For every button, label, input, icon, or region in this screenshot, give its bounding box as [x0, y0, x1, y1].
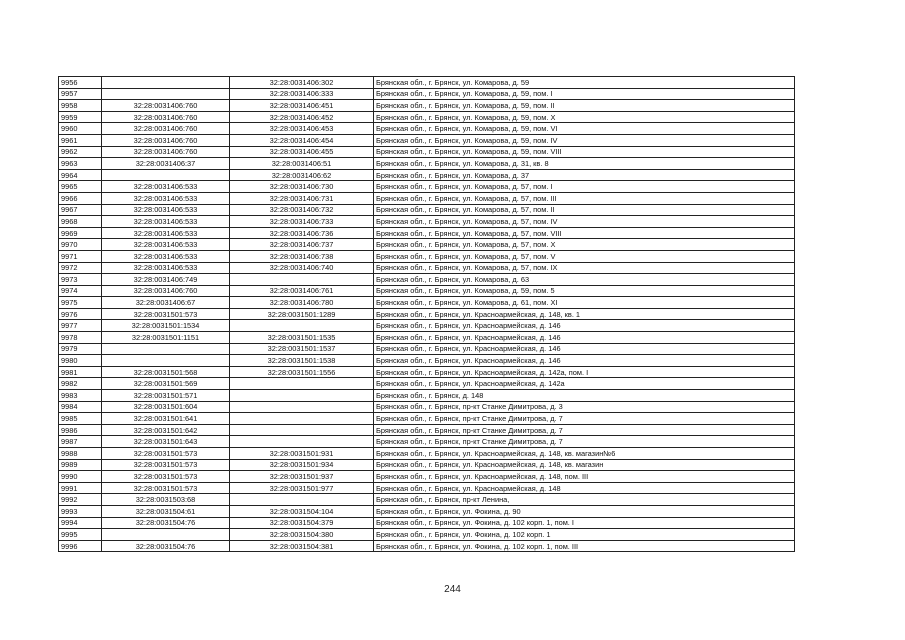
table-row: [59, 529, 795, 541]
address-cell: Брянская обл., г. Брянск, ул. Красноармейская, д. 148, кв. 1: [374, 308, 795, 320]
table-row: [59, 285, 795, 297]
table-row: [59, 505, 795, 517]
parcel-cadastral-number-cell: 32:28:0031406:67: [102, 297, 230, 309]
row-number-cell: 9966: [59, 192, 102, 204]
address-cell: Брянская обл., г. Брянск, ул. Комарова, д. 57, пом. VIII: [374, 227, 795, 239]
object-cadastral-number-cell: 32:28:0031406:740: [230, 262, 374, 274]
object-cadastral-number-cell: 32:28:0031406:736: [230, 227, 374, 239]
address-cell: Брянская обл., г. Брянск, ул. Красноармейская, д. 148, кв. магазин№6: [374, 448, 795, 460]
object-cadastral-number-cell: 32:28:0031406:761: [230, 285, 374, 297]
row-number-cell: 9973: [59, 274, 102, 286]
table-row: [59, 146, 795, 158]
parcel-cadastral-number-cell: [102, 88, 230, 100]
row-number-cell: 9994: [59, 517, 102, 529]
table-row: [59, 274, 795, 286]
parcel-cadastral-number-cell: 32:28:0031406:760: [102, 123, 230, 135]
address-cell: Брянская обл., г. Брянск, пр-кт Станке Димитрова, д. 7: [374, 436, 795, 448]
table-row: [59, 123, 795, 135]
parcel-cadastral-number-cell: 32:28:0031501:573: [102, 482, 230, 494]
object-cadastral-number-cell: 32:28:0031406:51: [230, 158, 374, 170]
parcel-cadastral-number-cell: 32:28:0031406:760: [102, 100, 230, 112]
object-cadastral-number-cell: 32:28:0031504:380: [230, 529, 374, 541]
address-cell: Брянская обл., г. Брянск, ул. Комарова, д. 57, пом. IX: [374, 262, 795, 274]
object-cadastral-number-cell: 32:28:0031501:977: [230, 482, 374, 494]
row-number-cell: 9962: [59, 146, 102, 158]
address-cell: Брянская обл., г. Брянск, ул. Комарова, д. 59, пом. 5: [374, 285, 795, 297]
address-cell: Брянская обл., г. Брянск, ул. Красноармейская, д. 148, пом. III: [374, 471, 795, 483]
object-cadastral-number-cell: 32:28:0031406:333: [230, 88, 374, 100]
address-cell: Брянская обл., г. Брянск, ул. Комарова, д. 37: [374, 169, 795, 181]
parcel-cadastral-number-cell: 32:28:0031406:533: [102, 192, 230, 204]
row-number-cell: 9977: [59, 320, 102, 332]
row-number-cell: 9995: [59, 529, 102, 541]
row-number-cell: 9961: [59, 134, 102, 146]
row-number-cell: 9956: [59, 77, 102, 89]
table-row: [59, 343, 795, 355]
address-cell: Брянская обл., г. Брянск, ул. Красноармейская, д. 146: [374, 343, 795, 355]
parcel-cadastral-number-cell: 32:28:0031501:642: [102, 424, 230, 436]
object-cadastral-number-cell: 32:28:0031501:934: [230, 459, 374, 471]
address-cell: Брянская обл., г. Брянск, ул. Фокина, д. 90: [374, 505, 795, 517]
table-row: [59, 378, 795, 390]
table-row: [59, 181, 795, 193]
table-row: [59, 540, 795, 552]
object-cadastral-number-cell: 32:28:0031406:302: [230, 77, 374, 89]
address-cell: Брянская обл., г. Брянск, пр-кт Ленина,: [374, 494, 795, 506]
table-row: [59, 111, 795, 123]
table-row: [59, 424, 795, 436]
address-cell: Брянская обл., г. Брянск, ул. Красноармейская, д. 148: [374, 482, 795, 494]
parcel-cadastral-number-cell: [102, 355, 230, 367]
object-cadastral-number-cell: 32:28:0031501:931: [230, 448, 374, 460]
address-cell: Брянская обл., г. Брянск, ул. Комарова, д. 59, пом. VI: [374, 123, 795, 135]
object-cadastral-number-cell: 32:28:0031406:454: [230, 134, 374, 146]
table-row: [59, 482, 795, 494]
row-number-cell: 9984: [59, 401, 102, 413]
row-number-cell: 9960: [59, 123, 102, 135]
object-cadastral-number-cell: 32:28:0031406:62: [230, 169, 374, 181]
object-cadastral-number-cell: 32:28:0031501:937: [230, 471, 374, 483]
row-number-cell: 9963: [59, 158, 102, 170]
object-cadastral-number-cell: 32:28:0031406:730: [230, 181, 374, 193]
page-number: 244: [444, 584, 461, 595]
property-registry-table: [58, 76, 795, 552]
row-number-cell: 9958: [59, 100, 102, 112]
object-cadastral-number-cell: 32:28:0031504:104: [230, 505, 374, 517]
address-cell: Брянская обл., г. Брянск, ул. Комарова, д. 57, пом. X: [374, 239, 795, 251]
row-number-cell: 9987: [59, 436, 102, 448]
address-cell: Брянская обл., г. Брянск, пр-кт Станке Димитрова, д. 7: [374, 424, 795, 436]
object-cadastral-number-cell: [230, 424, 374, 436]
parcel-cadastral-number-cell: 32:28:0031406:533: [102, 204, 230, 216]
table-row: [59, 308, 795, 320]
address-cell: Брянская обл., г. Брянск, ул. Красноармейская, д. 146: [374, 320, 795, 332]
object-cadastral-number-cell: 32:28:0031406:452: [230, 111, 374, 123]
row-number-cell: 9990: [59, 471, 102, 483]
object-cadastral-number-cell: [230, 401, 374, 413]
table-row: [59, 134, 795, 146]
row-number-cell: 9964: [59, 169, 102, 181]
table-row: [59, 355, 795, 367]
row-number-cell: 9982: [59, 378, 102, 390]
table-row: [59, 471, 795, 483]
table-row: [59, 320, 795, 332]
parcel-cadastral-number-cell: 32:28:0031406:760: [102, 285, 230, 297]
row-number-cell: 9971: [59, 250, 102, 262]
parcel-cadastral-number-cell: 32:28:0031501:573: [102, 448, 230, 460]
table-row: [59, 77, 795, 89]
object-cadastral-number-cell: 32:28:0031501:1537: [230, 343, 374, 355]
document-page: [58, 76, 795, 552]
table-body: [59, 77, 795, 552]
object-cadastral-number-cell: [230, 413, 374, 425]
row-number-cell: 9969: [59, 227, 102, 239]
address-cell: Брянская обл., г. Брянск, ул. Фокина, д. 102 корп. 1: [374, 529, 795, 541]
row-number-cell: 9988: [59, 448, 102, 460]
row-number-cell: 9980: [59, 355, 102, 367]
parcel-cadastral-number-cell: 32:28:0031406:749: [102, 274, 230, 286]
parcel-cadastral-number-cell: 32:28:0031406:760: [102, 134, 230, 146]
address-cell: Брянская обл., г. Брянск, ул. Комарова, д. 57, пом. III: [374, 192, 795, 204]
parcel-cadastral-number-cell: 32:28:0031501:573: [102, 459, 230, 471]
table-row: [59, 448, 795, 460]
parcel-cadastral-number-cell: 32:28:0031406:533: [102, 262, 230, 274]
parcel-cadastral-number-cell: 32:28:0031504:76: [102, 517, 230, 529]
row-number-cell: 9970: [59, 239, 102, 251]
parcel-cadastral-number-cell: 32:28:0031504:76: [102, 540, 230, 552]
table-row: [59, 227, 795, 239]
address-cell: Брянская обл., г. Брянск, ул. Красноармейская, д. 142а, пом. I: [374, 366, 795, 378]
address-cell: Брянская обл., г. Брянск, ул. Комарова, д. 31, кв. 8: [374, 158, 795, 170]
object-cadastral-number-cell: 32:28:0031406:455: [230, 146, 374, 158]
row-number-cell: 9976: [59, 308, 102, 320]
row-number-cell: 9975: [59, 297, 102, 309]
parcel-cadastral-number-cell: 32:28:0031501:569: [102, 378, 230, 390]
parcel-cadastral-number-cell: 32:28:0031501:573: [102, 308, 230, 320]
row-number-cell: 9972: [59, 262, 102, 274]
address-cell: Брянская обл., г. Брянск, ул. Комарова, д. 57, пом. V: [374, 250, 795, 262]
parcel-cadastral-number-cell: [102, 169, 230, 181]
row-number-cell: 9967: [59, 204, 102, 216]
address-cell: Брянская обл., г. Брянск, ул. Комарова, д. 59: [374, 77, 795, 89]
parcel-cadastral-number-cell: 32:28:0031501:643: [102, 436, 230, 448]
address-cell: Брянская обл., г. Брянск, пр-кт Станке Димитрова, д. 3: [374, 401, 795, 413]
address-cell: Брянская обл., г. Брянск, ул. Комарова, д. 63: [374, 274, 795, 286]
row-number-cell: 9996: [59, 540, 102, 552]
table-row: [59, 169, 795, 181]
table-row: [59, 204, 795, 216]
object-cadastral-number-cell: 32:28:0031406:732: [230, 204, 374, 216]
row-number-cell: 9981: [59, 366, 102, 378]
parcel-cadastral-number-cell: 32:28:0031501:641: [102, 413, 230, 425]
object-cadastral-number-cell: 32:28:0031406:780: [230, 297, 374, 309]
table-row: [59, 262, 795, 274]
address-cell: Брянская обл., г. Брянск, ул. Красноармейская, д. 146: [374, 355, 795, 367]
address-cell: Брянская обл., г. Брянск, ул. Комарова, д. 59, пом. IV: [374, 134, 795, 146]
table-row: [59, 192, 795, 204]
address-cell: Брянская обл., г. Брянск, ул. Красноармейская, д. 146: [374, 332, 795, 344]
address-cell: Брянская обл., г. Брянск, ул. Комарова, д. 59, пом. X: [374, 111, 795, 123]
row-number-cell: 9979: [59, 343, 102, 355]
table-row: [59, 297, 795, 309]
parcel-cadastral-number-cell: 32:28:0031501:571: [102, 390, 230, 402]
table-row: [59, 239, 795, 251]
parcel-cadastral-number-cell: 32:28:0031406:533: [102, 181, 230, 193]
table-row: [59, 413, 795, 425]
row-number-cell: 9965: [59, 181, 102, 193]
object-cadastral-number-cell: [230, 390, 374, 402]
parcel-cadastral-number-cell: 32:28:0031504:61: [102, 505, 230, 517]
address-cell: Брянская обл., г. Брянск, ул. Красноармейская, д. 148, кв. магазин: [374, 459, 795, 471]
table-row: [59, 494, 795, 506]
table-row: [59, 366, 795, 378]
object-cadastral-number-cell: [230, 378, 374, 390]
object-cadastral-number-cell: [230, 436, 374, 448]
parcel-cadastral-number-cell: 32:28:0031503:68: [102, 494, 230, 506]
object-cadastral-number-cell: [230, 494, 374, 506]
parcel-cadastral-number-cell: [102, 343, 230, 355]
parcel-cadastral-number-cell: [102, 529, 230, 541]
object-cadastral-number-cell: 32:28:0031406:453: [230, 123, 374, 135]
parcel-cadastral-number-cell: 32:28:0031406:760: [102, 111, 230, 123]
row-number-cell: 9968: [59, 216, 102, 228]
address-cell: Брянская обл., г. Брянск, ул. Комарова, д. 61, пом. XI: [374, 297, 795, 309]
row-number-cell: 9957: [59, 88, 102, 100]
parcel-cadastral-number-cell: 32:28:0031501:1534: [102, 320, 230, 332]
object-cadastral-number-cell: 32:28:0031504:381: [230, 540, 374, 552]
object-cadastral-number-cell: 32:28:0031406:738: [230, 250, 374, 262]
row-number-cell: 9983: [59, 390, 102, 402]
parcel-cadastral-number-cell: 32:28:0031406:533: [102, 250, 230, 262]
parcel-cadastral-number-cell: 32:28:0031501:1151: [102, 332, 230, 344]
parcel-cadastral-number-cell: 32:28:0031406:533: [102, 227, 230, 239]
row-number-cell: 9992: [59, 494, 102, 506]
row-number-cell: 9991: [59, 482, 102, 494]
parcel-cadastral-number-cell: 32:28:0031501:573: [102, 471, 230, 483]
table-row: [59, 216, 795, 228]
row-number-cell: 9985: [59, 413, 102, 425]
row-number-cell: 9986: [59, 424, 102, 436]
address-cell: Брянская обл., г. Брянск, ул. Комарова, д. 57, пом. I: [374, 181, 795, 193]
object-cadastral-number-cell: 32:28:0031501:1289: [230, 308, 374, 320]
row-number-cell: 9993: [59, 505, 102, 517]
row-number-cell: 9989: [59, 459, 102, 471]
address-cell: Брянская обл., г. Брянск, ул. Комарова, д. 59, пом. VIII: [374, 146, 795, 158]
object-cadastral-number-cell: 32:28:0031501:1538: [230, 355, 374, 367]
row-number-cell: 9959: [59, 111, 102, 123]
object-cadastral-number-cell: 32:28:0031501:1556: [230, 366, 374, 378]
parcel-cadastral-number-cell: 32:28:0031406:37: [102, 158, 230, 170]
object-cadastral-number-cell: 32:28:0031406:731: [230, 192, 374, 204]
table-row: [59, 401, 795, 413]
address-cell: Брянская обл., г. Брянск, ул. Комарова, д. 59, пом. II: [374, 100, 795, 112]
table-row: [59, 332, 795, 344]
table-row: [59, 158, 795, 170]
object-cadastral-number-cell: [230, 320, 374, 332]
table-row: [59, 88, 795, 100]
object-cadastral-number-cell: 32:28:0031501:1535: [230, 332, 374, 344]
row-number-cell: 9974: [59, 285, 102, 297]
address-cell: Брянская обл., г. Брянск, ул. Фокина, д. 102 корп. 1, пом. I: [374, 517, 795, 529]
object-cadastral-number-cell: 32:28:0031406:733: [230, 216, 374, 228]
address-cell: Брянская обл., г. Брянск, пр-кт Станке Димитрова, д. 7: [374, 413, 795, 425]
table-row: [59, 436, 795, 448]
object-cadastral-number-cell: 32:28:0031406:451: [230, 100, 374, 112]
address-cell: Брянская обл., г. Брянск, ул. Красноармейская, д. 142а: [374, 378, 795, 390]
table-row: [59, 517, 795, 529]
address-cell: Брянская обл., г. Брянск, д. 148: [374, 390, 795, 402]
parcel-cadastral-number-cell: 32:28:0031406:533: [102, 239, 230, 251]
parcel-cadastral-number-cell: 32:28:0031406:533: [102, 216, 230, 228]
address-cell: Брянская обл., г. Брянск, ул. Фокина, д. 102 корп. 1, пом. III: [374, 540, 795, 552]
table-row: [59, 250, 795, 262]
address-cell: Брянская обл., г. Брянск, ул. Комарова, д. 59, пом. I: [374, 88, 795, 100]
address-cell: Брянская обл., г. Брянск, ул. Комарова, д. 57, пом. IV: [374, 216, 795, 228]
parcel-cadastral-number-cell: 32:28:0031406:760: [102, 146, 230, 158]
row-number-cell: 9978: [59, 332, 102, 344]
parcel-cadastral-number-cell: [102, 77, 230, 89]
object-cadastral-number-cell: 32:28:0031504:379: [230, 517, 374, 529]
parcel-cadastral-number-cell: 32:28:0031501:568: [102, 366, 230, 378]
table-row: [59, 100, 795, 112]
table-row: [59, 390, 795, 402]
address-cell: Брянская обл., г. Брянск, ул. Комарова, д. 57, пом. II: [374, 204, 795, 216]
object-cadastral-number-cell: 32:28:0031406:737: [230, 239, 374, 251]
parcel-cadastral-number-cell: 32:28:0031501:604: [102, 401, 230, 413]
object-cadastral-number-cell: [230, 274, 374, 286]
table-row: [59, 459, 795, 471]
